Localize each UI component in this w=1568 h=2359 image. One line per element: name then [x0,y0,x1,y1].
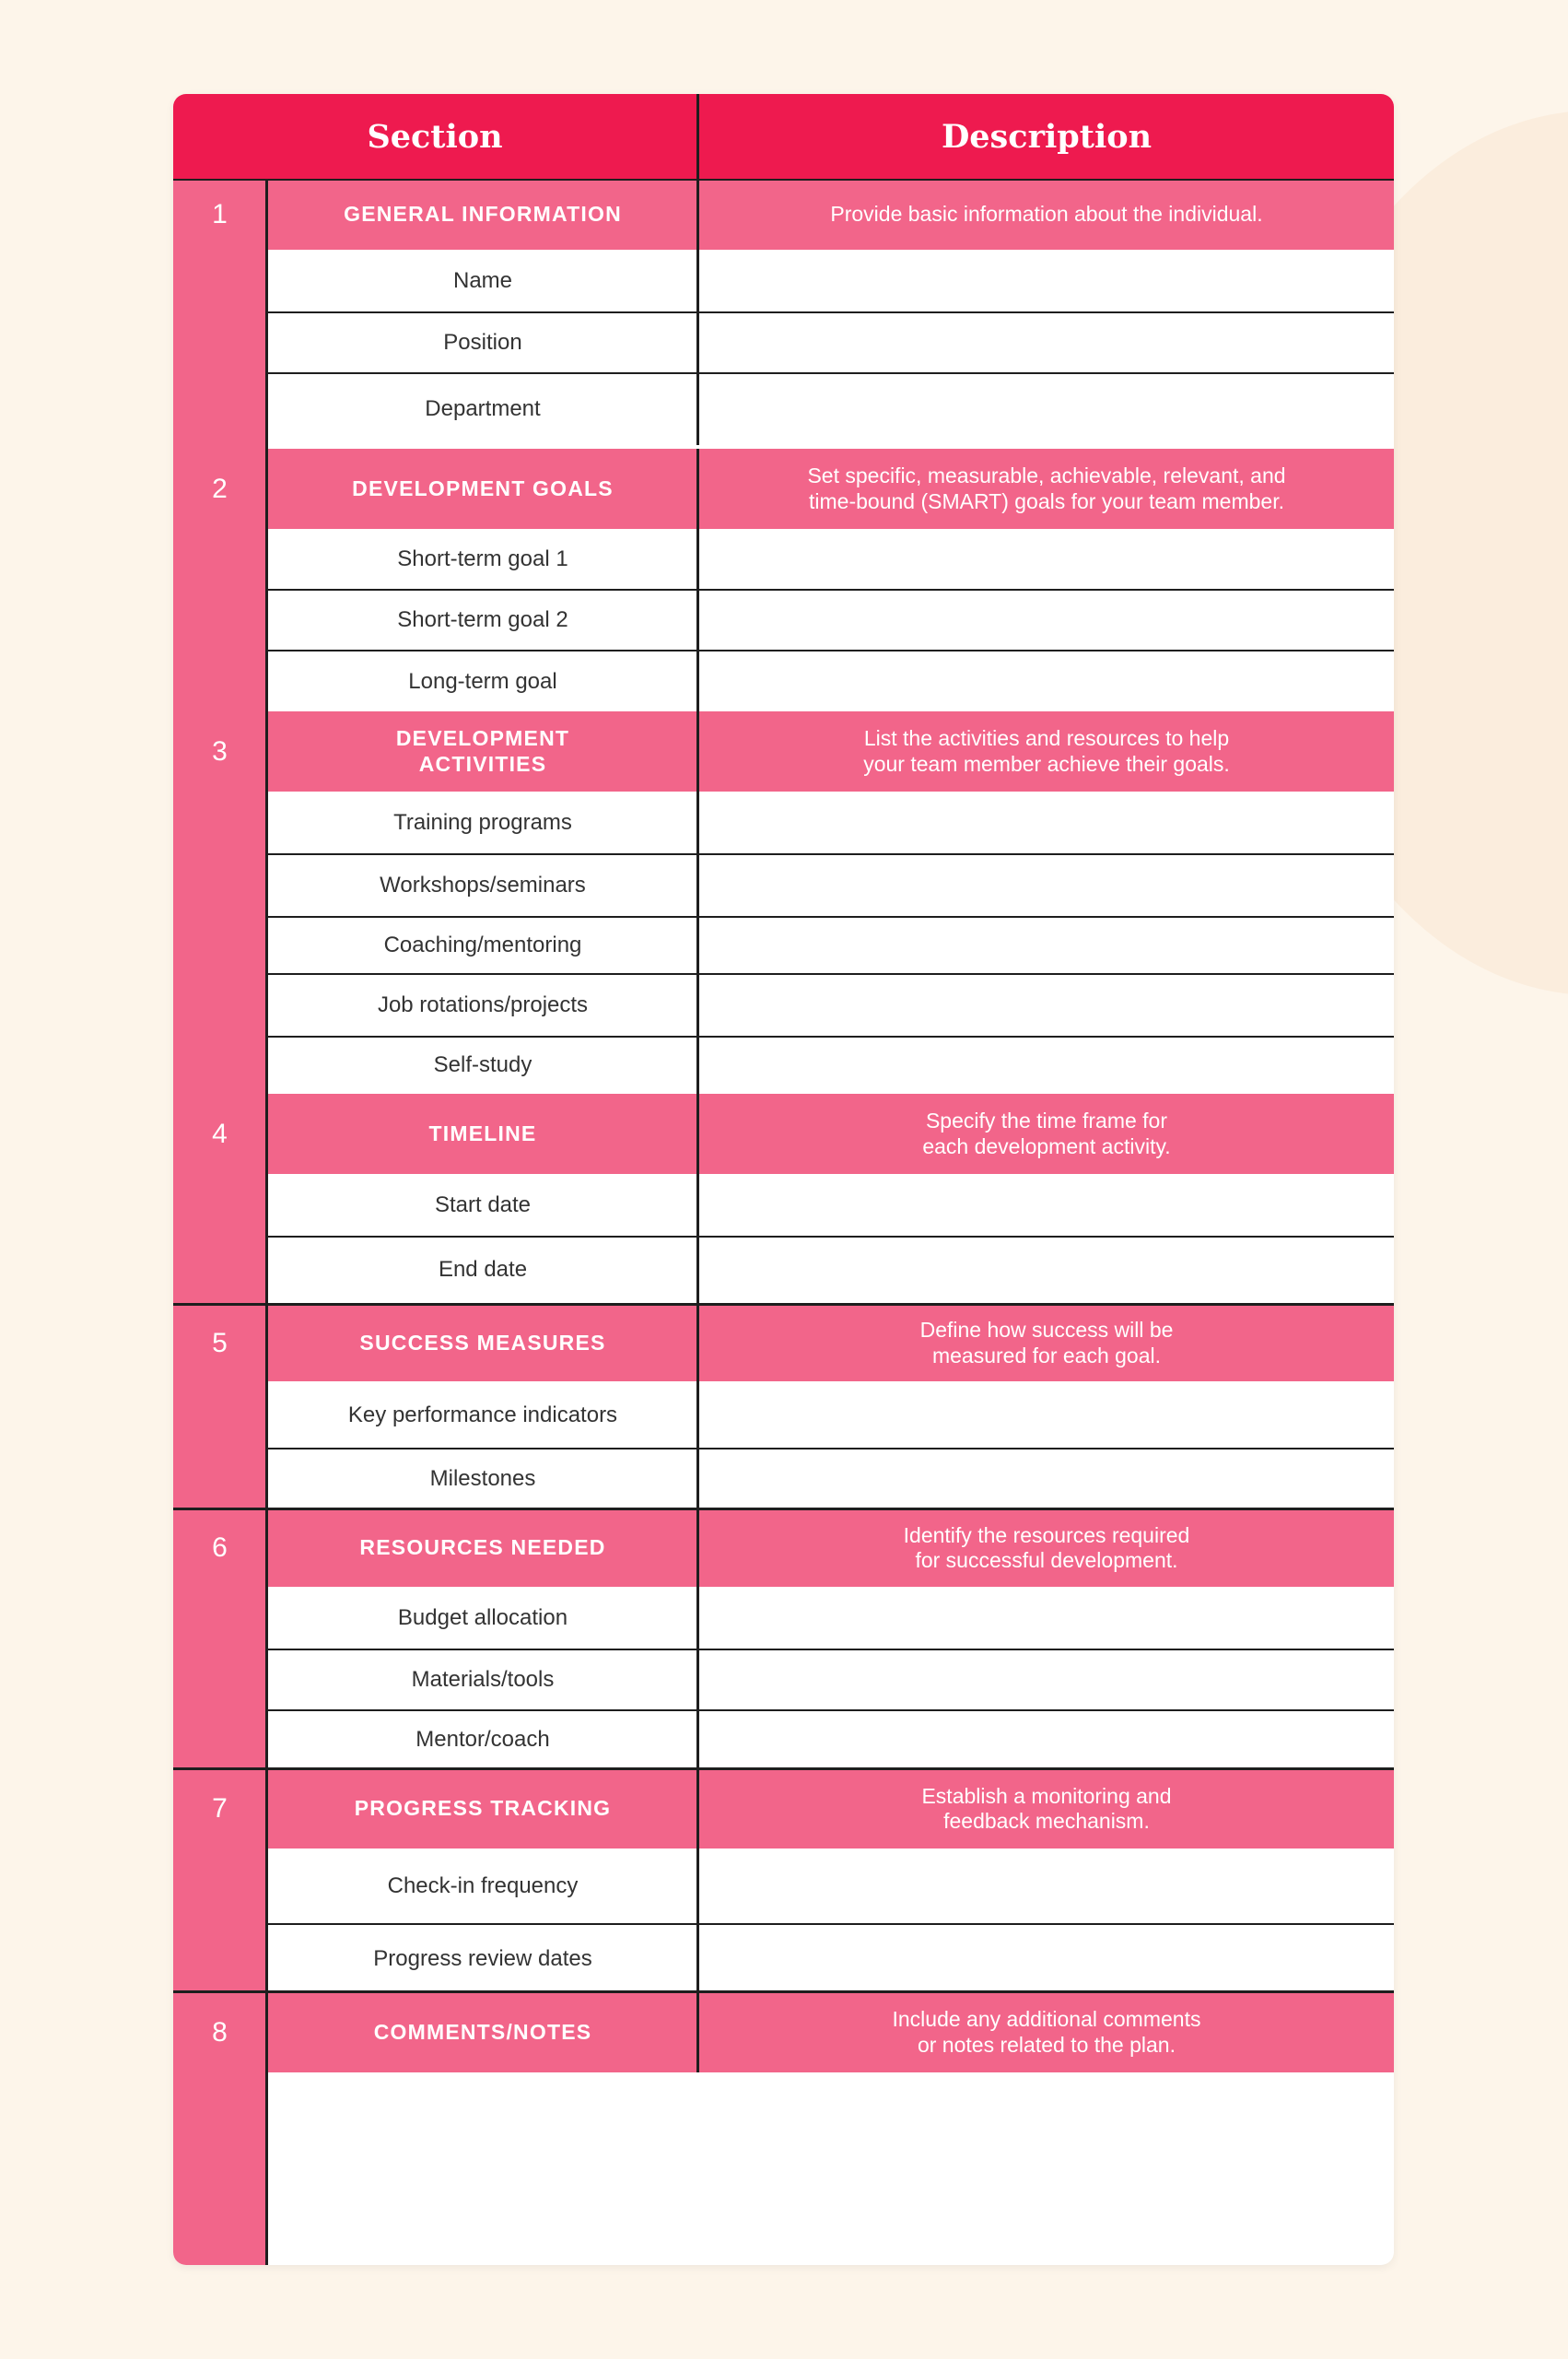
group-divider [173,1508,1394,1510]
section-title: GENERAL INFORMATION [344,202,622,227]
column-divider [696,1924,699,1994]
column-divider [696,1848,699,1924]
item-label: Department [425,396,541,421]
section-title: SUCCESS MEASURES [359,1330,606,1355]
section-number: 8 [212,2017,228,2048]
development-plan-table [173,94,1394,2265]
item-label: Self-study [433,1052,532,1077]
column-divider [696,449,699,529]
column-divider [696,1649,699,1710]
item-label: Budget allocation [397,1605,568,1630]
column-divider [696,373,699,445]
item-label: Training programs [393,810,572,835]
column-divider [696,1710,699,1769]
column-divider [696,1992,699,2072]
item-input-cell[interactable] [699,1381,1394,1449]
item-input-cell[interactable] [699,974,1394,1037]
item-input-cell[interactable] [699,1174,1394,1237]
header-bottom-line [173,179,1394,181]
column-divider [696,651,699,713]
item-label: Position [443,330,522,355]
item-label: Mentor/coach [415,1727,550,1752]
header-description: Description [941,118,1153,156]
item-input-cell[interactable] [699,1237,1394,1303]
column-divider [696,312,699,373]
section-description: Include any additional comments or notes related to the plan. [892,2007,1201,2057]
item-label: Progress review dates [373,1946,592,1971]
section-title: RESOURCES NEEDED [359,1535,606,1560]
table-header [173,94,1394,180]
item-input-cell[interactable] [699,250,1394,312]
section-number: 5 [212,1328,228,1358]
item-input-cell[interactable] [699,590,1394,651]
section-description: Provide basic information about the individual. [830,202,1263,227]
column-divider [696,854,699,917]
section-title: DEVELOPMENT ACTIVITIES [395,726,570,776]
item-label: End date [438,1257,528,1282]
section-description: Set specific, measurable, achievable, relevant, and time-bound (SMART) goals for your team member. [807,464,1286,513]
section-description: Establish a monitoring and feedback mechanism. [921,1783,1172,1833]
item-input-cell[interactable] [699,529,1394,590]
section-description: Specify the time frame for each development activity. [922,1109,1171,1158]
item-input-cell[interactable] [699,1587,1394,1649]
item-input-cell[interactable] [699,1037,1394,1094]
column-divider [696,1094,699,1174]
column-divider [696,1587,699,1649]
column-divider [696,1305,699,1381]
item-input-cell[interactable] [699,373,1394,445]
item-input-cell[interactable] [699,854,1394,917]
column-divider [696,529,699,590]
item-label: Workshops/seminars [380,873,586,898]
section-number: 7 [212,1793,228,1824]
column-divider [696,1449,699,1509]
column-divider [696,1174,699,1237]
section-title: PROGRESS TRACKING [354,1796,612,1821]
comments-notes-area[interactable] [268,2072,1394,2265]
column-divider [696,1037,699,1094]
column-divider [696,1509,699,1587]
item-label: Job rotations/projects [377,992,589,1017]
section-number: 4 [212,1119,228,1149]
number-column-border [265,180,268,2265]
section-title: DEVELOPMENT GOALS [352,475,614,500]
group-divider [173,1303,1394,1306]
header-section: Section [367,118,503,156]
item-label: Key performance indicators [347,1402,618,1427]
section-number: 6 [212,1532,228,1563]
item-input-cell[interactable] [699,1924,1394,1994]
item-label: Materials/tools [411,1667,555,1692]
item-input-cell[interactable] [699,1649,1394,1710]
column-divider [696,590,699,651]
section-number: 2 [212,474,228,504]
item-input-cell[interactable] [699,1449,1394,1509]
group-divider [173,1990,1394,1993]
column-divider [696,917,699,974]
item-label: Long-term goal [408,669,557,694]
column-divider [696,1237,699,1303]
item-label: Name [452,268,513,293]
item-label: Check-in frequency [387,1873,579,1898]
column-divider [696,711,699,792]
item-input-cell[interactable] [699,312,1394,373]
item-input-cell[interactable] [699,917,1394,974]
item-label: Short-term goal 2 [397,607,568,632]
column-divider [696,1769,699,1848]
item-input-cell[interactable] [699,1848,1394,1924]
section-number: 1 [212,199,228,229]
item-label: Start date [434,1192,532,1217]
column-divider [696,974,699,1037]
item-input-cell[interactable] [699,792,1394,854]
section-number: 3 [212,736,228,767]
column-divider [696,792,699,854]
section-title: TIMELINE [428,1121,537,1145]
item-input-cell[interactable] [699,1710,1394,1769]
section-title: COMMENTS/NOTES [373,2019,592,2044]
header-divider [696,94,699,180]
item-label: Coaching/mentoring [383,933,582,957]
column-divider [696,1381,699,1449]
section-description: Identify the resources required for successful development. [903,1522,1190,1572]
item-label: Short-term goal 1 [397,546,568,571]
section-description: List the activities and resources to help your team member achieve their goals. [863,726,1230,776]
column-divider [696,180,699,250]
item-label: Milestones [429,1466,536,1491]
group-divider [173,1767,1394,1770]
item-input-cell[interactable] [699,651,1394,713]
column-divider [696,250,699,312]
section-description: Define how success will be measured for each goal. [919,1318,1174,1367]
